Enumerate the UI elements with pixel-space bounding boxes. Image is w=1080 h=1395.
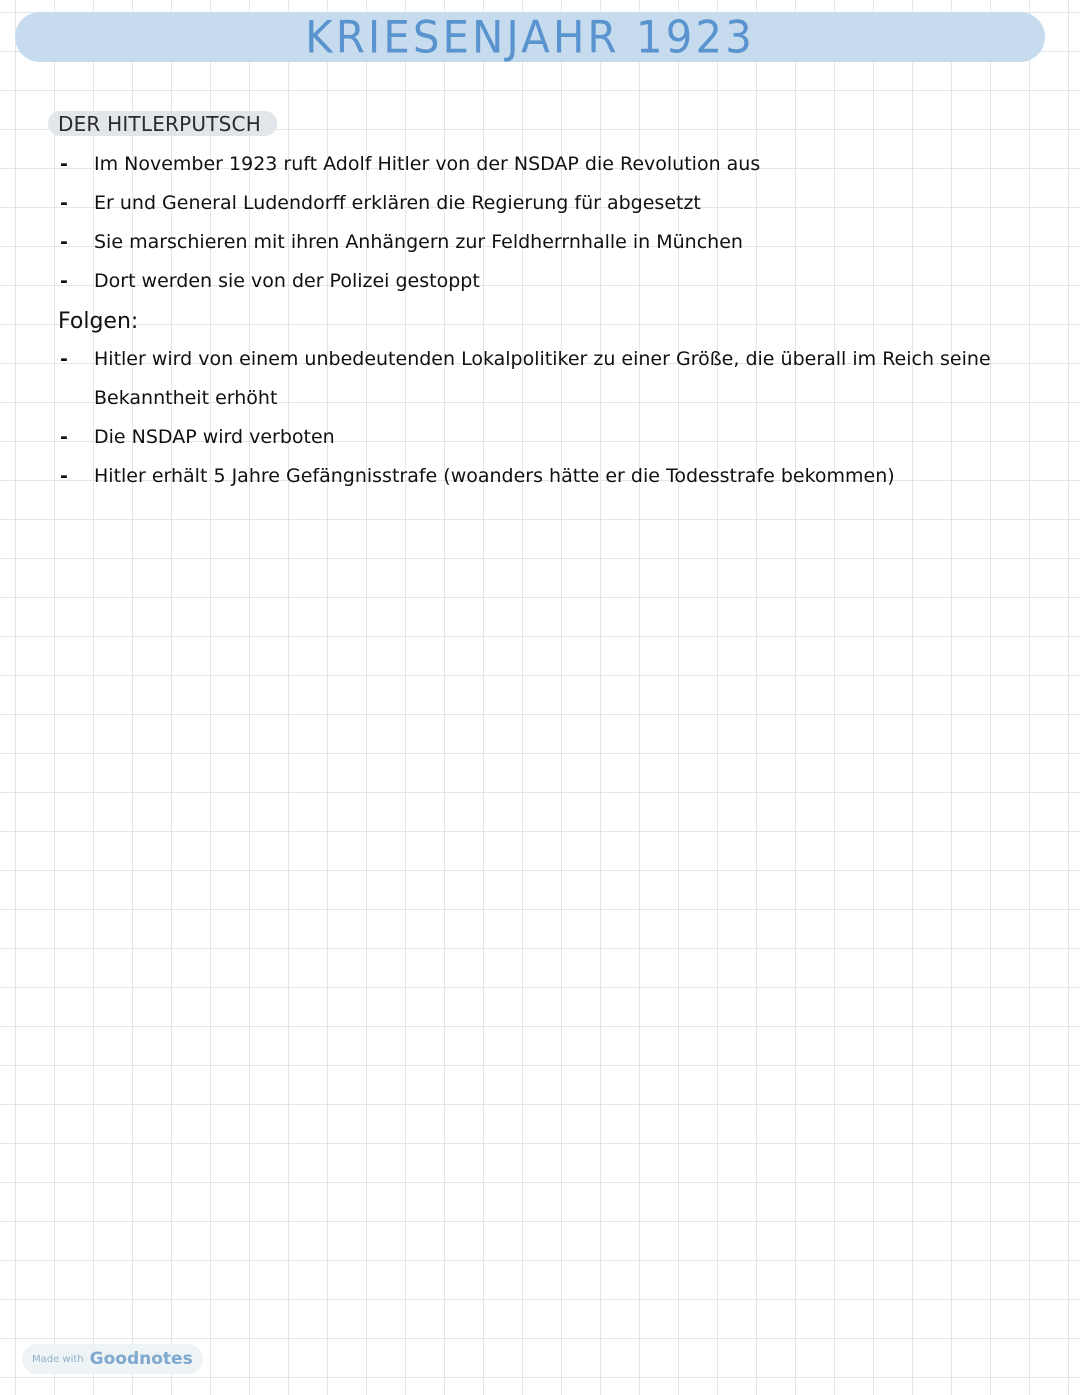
title-banner xyxy=(15,12,1045,62)
bullet-dash: - xyxy=(60,426,68,448)
made-with-badge xyxy=(22,1344,203,1374)
bullet-text: Im November 1923 ruft Adolf Hitler von der NSDAP die Revolution aus xyxy=(94,153,761,175)
bullet-dash: - xyxy=(60,153,68,175)
consequences-label: Folgen: xyxy=(58,309,139,334)
bullet-text: Dort werden sie von der Polizei gestoppt xyxy=(94,270,480,292)
list-item xyxy=(60,340,1040,418)
list-item xyxy=(60,184,1060,223)
bullet-dash: - xyxy=(60,465,68,487)
bullet-text: Er und General Ludendorff erklären die Regierung für abgesetzt xyxy=(94,192,701,214)
list-item xyxy=(60,457,1060,496)
bullet-dash: - xyxy=(60,348,68,370)
bullet-text: Die NSDAP wird verboten xyxy=(94,426,335,448)
bullet-dash: - xyxy=(60,231,68,253)
list-item xyxy=(60,223,1060,262)
bullet-dash: - xyxy=(60,270,68,292)
made-with-label: Made with xyxy=(32,1353,84,1365)
page-title: KRIESENJAHR 1923 xyxy=(305,11,755,63)
list-item xyxy=(60,262,1060,301)
section-heading xyxy=(48,111,277,136)
bullet-text: Hitler wird von einem unbedeutenden Lokalpolitiker zu einer Größe, die überall im Reich seine Bekanntheit erhöht xyxy=(94,348,991,409)
brand-logo: Goodnotes xyxy=(89,1349,193,1369)
bullet-text: Hitler erhält 5 Jahre Gefängnisstrafe (woanders hätte er die Todesstrafe bekommen) xyxy=(94,465,895,487)
list-item xyxy=(60,418,1060,457)
bullet-text: Sie marschieren mit ihren Anhängern zur Feldherrnhalle in München xyxy=(94,231,743,253)
list-item xyxy=(60,145,1060,184)
section-heading-text: DER HITLERPUTSCH xyxy=(58,111,261,136)
bullet-dash: - xyxy=(60,192,68,214)
